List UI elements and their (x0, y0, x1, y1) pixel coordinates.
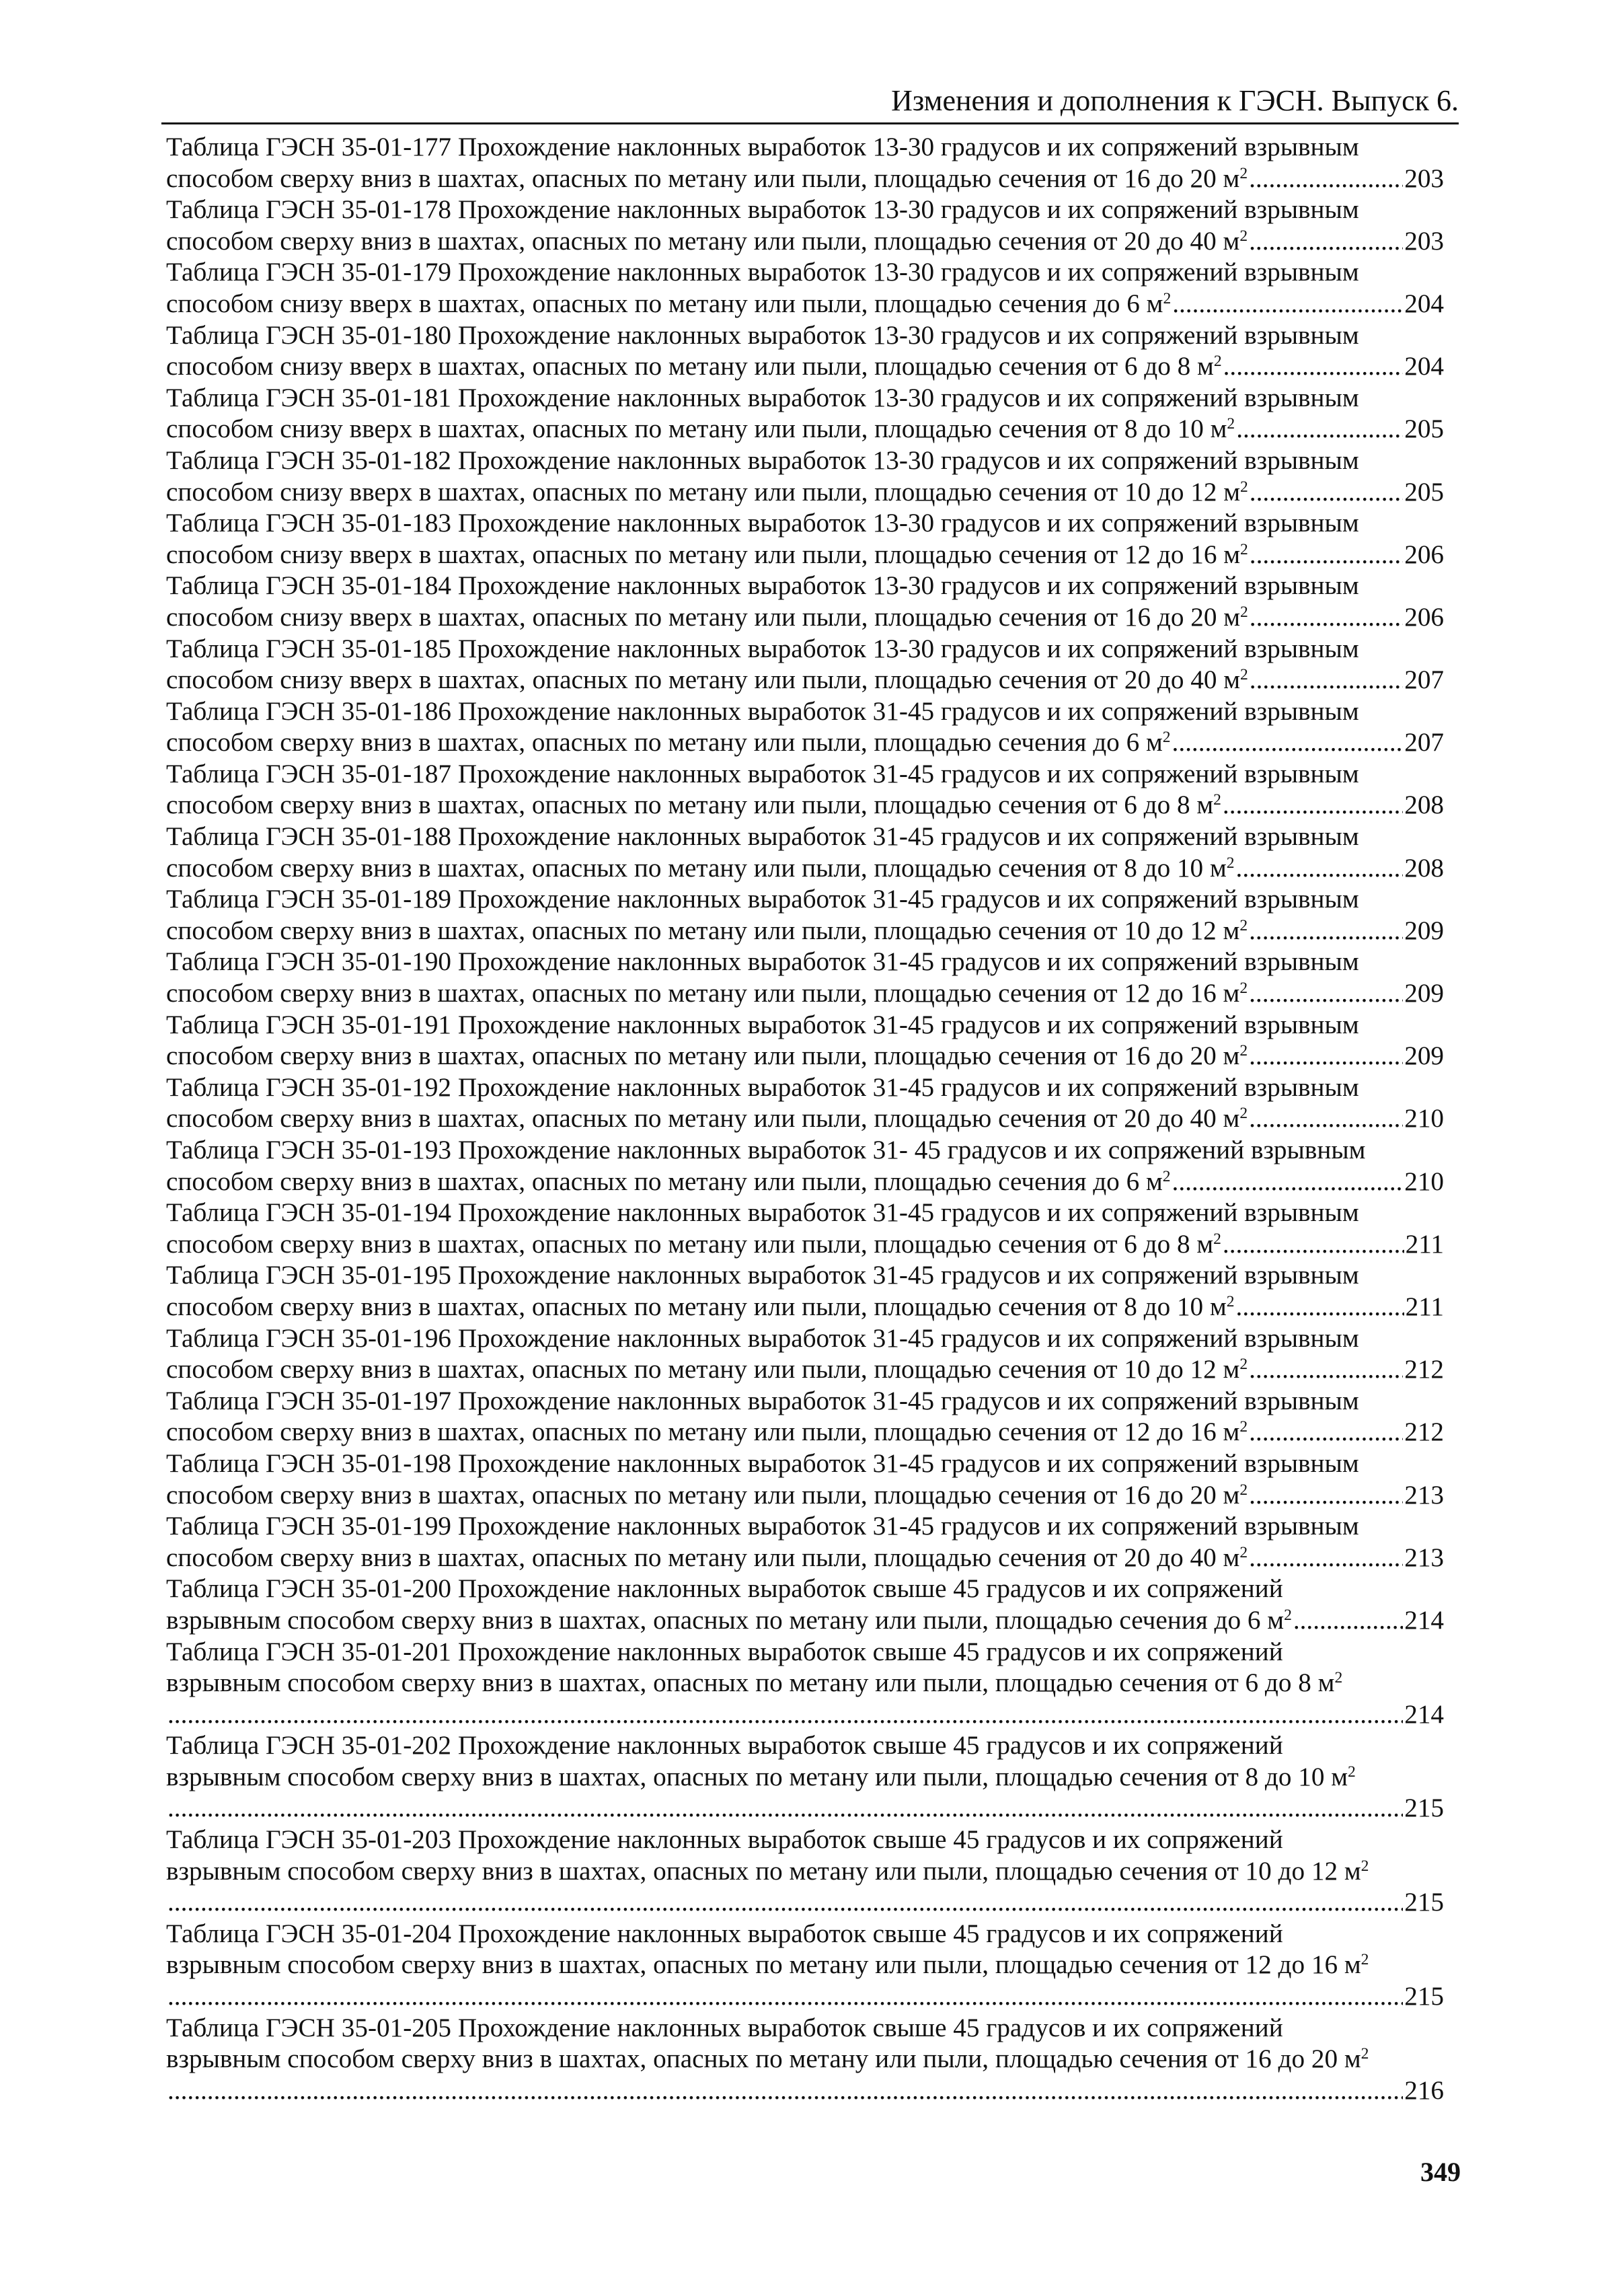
toc-page-ref: 204 (1404, 352, 1444, 381)
toc-entry-title-cont: способом сверху вниз в шахтах, опасных по метану или пыли, площадью сечения от 20 до 40 $м^2$ (166, 1104, 1248, 1134)
toc-entry-title: Таблица ГЭСН 35-01-204 Прохождение наклонных выработок свыше 45 градусов и их сопряжений (166, 1919, 1283, 1948)
page-number: 349 (1420, 2157, 1461, 2187)
toc-entry (166, 194, 1444, 257)
toc-entry-title-cont: способом сверху вниз в шахтах, опасных по метану или пыли, площадью сечения от 16 до 20 $м^2$ (166, 163, 1248, 193)
toc-entry-title-cont: способом снизу вверх в шахтах, опасных по метану или пыли, площадью сечения до 6 $м^2$ (166, 289, 1172, 318)
toc-entry-title: Таблица ГЭСН 35-01-181 Прохождение наклонных выработок 13-30 градусов и их сопряжений взрывным (166, 383, 1359, 412)
toc-page-ref: 205 (1404, 477, 1444, 507)
dot-leader (1172, 727, 1404, 759)
dot-leader (167, 1699, 1403, 1731)
toc-entry-title-cont: способом сверху вниз в шахтах, опасных по метану или пыли, площадью сечения от 12 до 16 $м^2$ (166, 979, 1248, 1008)
toc-entry-title-cont: способом сверху вниз в шахтах, опасных по метану или пыли, площадью сечения от 20 до 40 $м^2$ (166, 1543, 1248, 1572)
dot-leader (1293, 1605, 1403, 1637)
toc-entry (166, 1573, 1444, 1636)
toc-entry-title-cont: способом сверху вниз в шахтах, опасных по метану или пыли, площадью сечения от 12 до 16 $м^2$ (166, 1417, 1248, 1447)
toc-page-ref: 212 (1404, 1417, 1444, 1447)
toc-entry (166, 445, 1444, 508)
toc-entry-title: Таблица ГЭСН 35-01-190 Прохождение наклонных выработок 31-45 градусов и их сопряжений взрывным (166, 947, 1359, 977)
toc-entry-title-cont: способом снизу вверх в шахтах, опасных по метану или пыли, площадью сечения от 8 до 10 $м^2$ (166, 414, 1235, 444)
toc-entry (166, 508, 1444, 570)
toc-entry (166, 257, 1444, 320)
toc-page-ref: 208 (1404, 853, 1444, 883)
toc-entry-title-cont: способом снизу вверх в шахтах, опасных по метану или пыли, площадью сечения от 12 до 16 $м^2$ (166, 540, 1248, 569)
toc-entry (166, 132, 1444, 194)
toc-entry-title-cont: способом сверху вниз в шахтах, опасных по метану или пыли, площадью сечения от 8 до 10 $м^2$ (166, 853, 1235, 883)
toc-entry-title: Таблица ГЭСН 35-01-183 Прохождение наклонных выработок 13-30 градусов и их сопряжений взрывным (166, 509, 1359, 538)
toc-entry-title: Таблица ГЭСН 35-01-196 Прохождение наклонных выработок 31-45 градусов и их сопряжений взрывным (166, 1323, 1359, 1353)
dot-leader (1249, 226, 1403, 258)
toc-entry (166, 1511, 1444, 1573)
toc-entry-title: Таблица ГЭСН 35-01-198 Прохождение наклонных выработок 31-45 градусов и их сопряжений взрывным (166, 1448, 1359, 1478)
dot-leader (1172, 289, 1403, 320)
toc-entry-title: Таблица ГЭСН 35-01-200 Прохождение наклонных выработок свыше 45 градусов и их сопряжений (166, 1574, 1283, 1604)
toc-page-ref: 209 (1404, 979, 1444, 1008)
toc-entry-title: Таблица ГЭСН 35-01-189 Прохождение наклонных выработок 31-45 градусов и их сопряжений взрывным (166, 885, 1359, 914)
toc-page-ref: 215 (1404, 1982, 1444, 2011)
dot-leader (1236, 414, 1403, 445)
toc-page-ref: 211 (1405, 1229, 1444, 1259)
toc-entry-title-cont: взрывным способом сверху вниз в шахтах, опасных по метану или пыли, площадью сечения от 10 до 12 $м^2$ (166, 1856, 1369, 1886)
dot-leader (1249, 1041, 1403, 1072)
toc-entry-title-cont: способом снизу вверх в шахтах, опасных по метану или пыли, площадью сечения от 16 до 20 $м^2$ (166, 602, 1248, 632)
toc-entry-title-cont: способом сверху вниз в шахтах, опасных по метану или пыли, площадью сечения от 20 до 40 $м^2$ (166, 226, 1248, 256)
toc-entry-title: Таблица ГЭСН 35-01-193 Прохождение наклонных выработок 31- 45 градусов и их сопряжений взрывным (166, 1136, 1366, 1164)
toc-entry-title: Таблица ГЭСН 35-01-184 Прохождение наклонных выработок 13-30 градусов и их сопряжений взрывным (166, 571, 1359, 601)
toc-entry-title-cont: способом сверху вниз в шахтах, опасных по метану или пыли, площадью сечения от 16 до 20 $м^2$ (166, 1480, 1248, 1510)
table-of-contents (166, 132, 1444, 2106)
toc-entry-title: Таблица ГЭСН 35-01-185 Прохождение наклонных выработок 13-30 градусов и их сопряжений взрывным (166, 634, 1359, 663)
toc-entry-title: Таблица ГЭСН 35-01-191 Прохождение наклонных выработок 31-45 градусов и их сопряжений взрывным (166, 1010, 1359, 1039)
toc-entry (166, 2013, 1444, 2107)
toc-entry (166, 1323, 1444, 1386)
toc-page-ref: 206 (1404, 540, 1444, 569)
toc-entry-title-cont: способом сверху вниз в шахтах, опасных по метану или пыли, площадью сечения до 6 $м^2$ (166, 728, 1171, 757)
toc-entry-title-cont: способом сверху вниз в шахтах, опасных по метану или пыли, площадью сечения от 6 до 8 $м^2$ (166, 790, 1221, 820)
toc-page-ref: 212 (1404, 1355, 1444, 1384)
dot-leader (1223, 790, 1403, 821)
toc-entry-title: Таблица ГЭСН 35-01-187 Прохождение наклонных выработок 31-45 градусов и их сопряжений взрывным (166, 759, 1359, 788)
toc-entry-title-cont: способом сверху вниз в шахтах, опасных по метану или пыли, площадью сечения от 6 до 8 $м^2$ (166, 1229, 1221, 1259)
toc-entry (166, 884, 1444, 947)
toc-page-ref: 213 (1404, 1543, 1444, 1572)
toc-entry-title: Таблица ГЭСН 35-01-192 Прохождение наклонных выработок 31-45 градусов и их сопряжений взрывным (166, 1072, 1359, 1102)
toc-entry-title: Таблица ГЭСН 35-01-188 Прохождение наклонных выработок 31-45 градусов и их сопряжений взрывным (166, 822, 1359, 852)
toc-page-ref: 216 (1404, 2075, 1444, 2105)
toc-page-ref: 206 (1404, 602, 1444, 632)
toc-entry-title-cont: взрывным способом сверху вниз в шахтах, опасных по метану или пыли, площадью сечения до 6 $м^2$ (166, 1605, 1292, 1635)
dot-leader (1223, 351, 1404, 383)
toc-page-ref: 210 (1404, 1166, 1444, 1196)
dot-leader (1223, 1229, 1404, 1261)
toc-entry-title-cont: взрывным способом сверху вниз в шахтах, опасных по метану или пыли, площадью сечения от 12 до 16 $м^2$ (166, 1950, 1369, 1980)
toc-entry (166, 1919, 1444, 2013)
toc-entry (166, 1448, 1444, 1511)
toc-entry-title-cont: способом сверху вниз в шахтах, опасных по метану или пыли, площадью сечения от 16 до 20 $м^2$ (166, 1041, 1248, 1071)
toc-page-ref: 207 (1404, 728, 1444, 757)
dot-leader (167, 1887, 1403, 1919)
toc-page-ref: 215 (1404, 1888, 1444, 1917)
toc-page-ref: 214 (1404, 1699, 1444, 1729)
toc-entry-title: Таблица ГЭСН 35-01-197 Прохождение наклонных выработок 31-45 градусов и их сопряжений взрывным (166, 1386, 1359, 1415)
dot-leader (1250, 540, 1403, 571)
dot-leader (1172, 1166, 1404, 1198)
toc-page-ref: 204 (1404, 289, 1444, 318)
dot-leader (1250, 477, 1403, 509)
dot-leader (1236, 853, 1404, 885)
dot-leader (167, 1793, 1403, 1824)
dot-leader (1249, 163, 1403, 195)
toc-entry (166, 696, 1444, 759)
toc-entry-title: Таблица ГЭСН 35-01-199 Прохождение наклонных выработок 31-45 градусов и их сопряжений взрывным (166, 1512, 1359, 1541)
toc-entry (166, 1135, 1444, 1197)
dot-leader (1250, 665, 1403, 696)
dot-leader (167, 1981, 1403, 2013)
toc-entry (166, 383, 1444, 445)
toc-entry-title-cont: способом сверху вниз в шахтах, опасных по метану или пыли, площадью сечения от 10 до 12 $м^2$ (166, 1355, 1248, 1384)
toc-page-ref: 209 (1404, 1041, 1444, 1071)
toc-entry (166, 1386, 1444, 1448)
toc-entry-title-cont: способом сверху вниз в шахтах, опасных по метану или пыли, площадью сечения до 6 $м^2$ (166, 1166, 1171, 1196)
toc-entry (166, 1730, 1444, 1824)
dot-leader (1249, 916, 1403, 947)
toc-entry-title-cont: взрывным способом сверху вниз в шахтах, опасных по метану или пыли, площадью сечения от 8 до 10 $м^2$ (166, 1762, 1356, 1791)
toc-entry (166, 947, 1444, 1009)
toc-entry (166, 1010, 1444, 1072)
toc-page-ref: 203 (1404, 226, 1444, 256)
toc-entry (166, 634, 1444, 696)
toc-entry-title: Таблица ГЭСН 35-01-182 Прохождение наклонных выработок 13-30 градусов и их сопряжений взрывным (166, 445, 1359, 475)
toc-entry-title: Таблица ГЭСН 35-01-205 Прохождение наклонных выработок свыше 45 градусов и их сопряжений (166, 2013, 1283, 2042)
toc-entry-title: Таблица ГЭСН 35-01-180 Прохождение наклонных выработок 13-30 градусов и их сопряжений взрывным (166, 320, 1359, 350)
dot-leader (1249, 1103, 1403, 1135)
running-header (161, 79, 1459, 124)
dot-leader (1249, 1543, 1403, 1574)
toc-entry (166, 1072, 1444, 1135)
toc-page-ref: 215 (1404, 1793, 1444, 1823)
toc-entry (166, 1637, 1444, 1731)
toc-page-ref: 209 (1404, 916, 1444, 945)
toc-entry-title-cont: взрывным способом сверху вниз в шахтах, опасных по метану или пыли, площадью сечения от 6 до 8 $м^2$ (166, 1668, 1343, 1698)
dot-leader (1249, 1354, 1403, 1386)
toc-entry (166, 1824, 1444, 1919)
dot-leader (1249, 1480, 1403, 1512)
toc-entry (166, 570, 1444, 633)
dot-leader (1236, 1292, 1404, 1323)
toc-entry-title: Таблица ГЭСН 35-01-179 Прохождение наклонных выработок 13-30 градусов и их сопряжений взрывным (166, 258, 1359, 287)
running-header-title: Изменения и дополнения к ГЭСН. Выпуск 6. (891, 84, 1459, 117)
toc-entry (166, 320, 1444, 383)
toc-entry (166, 1197, 1444, 1260)
dot-leader (1250, 602, 1403, 634)
toc-entry-title: Таблица ГЭСН 35-01-203 Прохождение наклонных выработок свыше 45 градусов и их сопряжений (166, 1825, 1283, 1855)
toc-entry-title: Таблица ГЭСН 35-01-177 Прохождение наклонных выработок 13-30 градусов и их сопряжений взрывным (166, 133, 1359, 161)
toc-entry (166, 821, 1444, 884)
toc-entry-title: Таблица ГЭСН 35-01-195 Прохождение наклонных выработок 31-45 градусов и их сопряжений взрывным (166, 1261, 1359, 1290)
toc-entry (166, 1260, 1444, 1323)
toc-entry-title-cont: способом снизу вверх в шахтах, опасных по метану или пыли, площадью сечения от 20 до 40 $м^2$ (166, 665, 1248, 695)
dot-leader (1249, 978, 1403, 1010)
toc-entry-title-cont: способом снизу вверх в шахтах, опасных по метану или пыли, площадью сечения от 6 до 8 $м^2$ (166, 352, 1222, 381)
toc-entry-title: Таблица ГЭСН 35-01-201 Прохождение наклонных выработок свыше 45 градусов и их сопряжений (166, 1637, 1283, 1666)
dot-leader (167, 2075, 1403, 2107)
toc-page-ref: 203 (1404, 163, 1444, 193)
toc-page-ref: 208 (1404, 790, 1444, 820)
toc-entry-title-cont: способом снизу вверх в шахтах, опасных по метану или пыли, площадью сечения от 10 до 12 $м^2$ (166, 477, 1248, 507)
toc-entry-title-cont: способом сверху вниз в шахтах, опасных по метану или пыли, площадью сечения от 10 до 12 $м^2$ (166, 916, 1248, 945)
toc-entry-title-cont: способом сверху вниз в шахтах, опасных по метану или пыли, площадью сечения от 8 до 10 $м^2$ (166, 1292, 1235, 1321)
dot-leader (1249, 1417, 1403, 1448)
toc-entry-title: Таблица ГЭСН 35-01-186 Прохождение наклонных выработок 31-45 градусов и их сопряжений взрывным (166, 696, 1359, 726)
toc-page-ref: 205 (1404, 414, 1444, 444)
toc-entry-title: Таблица ГЭСН 35-01-194 Прохождение наклонных выработок 31-45 градусов и их сопряжений взрывным (166, 1198, 1359, 1228)
toc-entry-title-cont: взрывным способом сверху вниз в шахтах, опасных по метану или пыли, площадью сечения от 16 до 20 $м^2$ (166, 2044, 1369, 2074)
toc-page-ref: 211 (1405, 1292, 1444, 1321)
toc-entry-title: Таблица ГЭСН 35-01-178 Прохождение наклонных выработок 13-30 градусов и их сопряжений взрывным (166, 195, 1359, 225)
toc-entry (166, 759, 1444, 821)
toc-page-ref: 210 (1404, 1104, 1444, 1134)
toc-page-ref: 207 (1404, 665, 1444, 695)
toc-page-ref: 214 (1404, 1605, 1444, 1635)
toc-page-ref: 213 (1404, 1480, 1444, 1510)
toc-entry-title: Таблица ГЭСН 35-01-202 Прохождение наклонных выработок свыше 45 градусов и их сопряжений (166, 1731, 1283, 1761)
